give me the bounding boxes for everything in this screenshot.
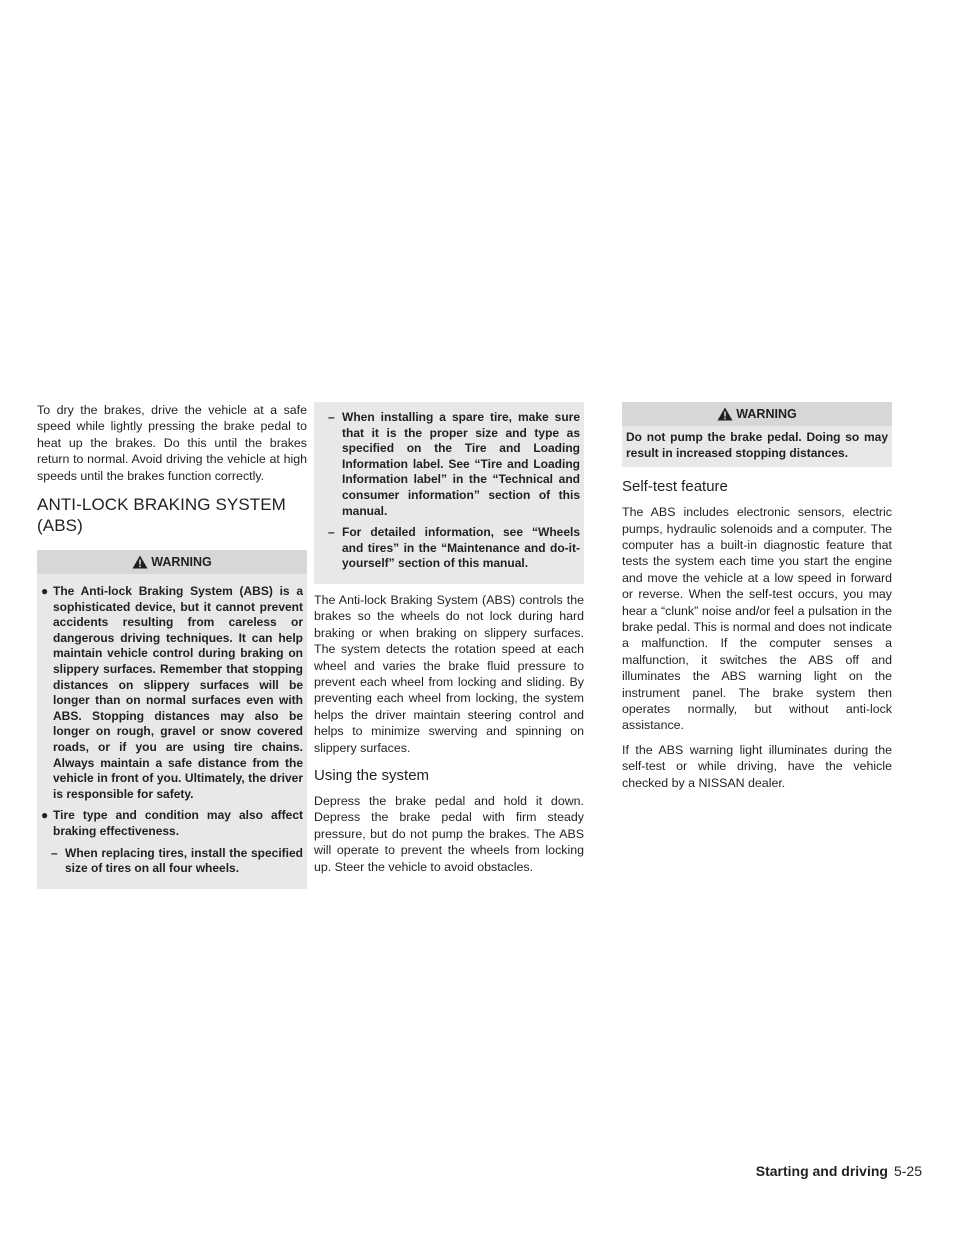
warning-dash-text: When replacing tires, install the specified size of tires on all four wheels. (65, 845, 303, 876)
using-system-paragraph: Depress the brake pedal and hold it down. Depress the brake pedal with firm steady pressure, but do not pump the brakes. The ABS will operate to prevent the wheels from locking up. Steer the vehicle to avoid obstacles. (314, 794, 584, 874)
footer-section-title: Starting and driving (755, 1163, 888, 1179)
section-heading: ANTI-LOCK BRAKING SYSTEM (ABS) (37, 495, 286, 536)
warning-dash-item (51, 846, 303, 877)
self-test-paragraph-2: If the ABS warning light illuminates during the self-test or while driving, have the vehicle checked by a NISSAN dealer. (622, 742, 892, 790)
warning-dash-text: For detailed information, see “Wheels and tires” in the “Maintenance and do-it-yourself” section of this manual. (342, 525, 580, 571)
warning-dash-text: When installing a spare tire, make sure that it is the proper size and type as specified on the Tire and Loading Information label. See “Tire and Loading Information label” in the “Technical and consumer information” section of this manual. (342, 410, 580, 518)
warning-bullet-text: Tire type and condition may also affect braking effectiveness. (53, 808, 303, 838)
bullet-icon: ● (41, 808, 49, 823)
warning-body (37, 574, 307, 877)
abs-description-paragraph: The Anti-lock Braking System (ABS) controls the brakes so the wheels do not lock during hard braking or when braking on slippery surfaces. The system detects the rotation speed at each wheel and varies the brake fluid pressure to prevent each wheel from locking and sliding. By preventing each wheel from locking, the system helps the driver maintain steering control and helps to minimize swerving and spinning on slippery surfaces. (314, 592, 584, 755)
warning-box-continued (314, 402, 584, 584)
warning-title: WARNING (151, 555, 212, 570)
page-number: 5-25 (893, 1163, 922, 1179)
dash-marker: – (328, 410, 335, 424)
warning-body: Do not pump the brake pedal. Doing so may result in increased stopping distances. (626, 430, 888, 460)
column-1 (37, 402, 307, 889)
warning-triangle-icon (717, 407, 733, 421)
column-2 (314, 402, 584, 883)
subheading-self-test: Self-test feature (622, 478, 728, 496)
warning-dash-item (328, 410, 580, 519)
dash-marker: – (328, 525, 335, 540)
page-footer (700, 1163, 922, 1179)
warning-bullet-text: The Anti-lock Braking System (ABS) is a sophisticated device, but it cannot prevent accidents resulting from careless or dangerous driving techniques. It can help maintain vehicle control during braking on slippery surfaces. Remember that stopping distances on slippery surfaces will be longer than on normal surfaces even with ABS. Stopping distances may also be longer on rough, gravel or snow covered roads, or if you are using tire chains. Always maintain a safe distance from the vehicle in front of you. Ultimately, the driver is responsible for safety. (53, 584, 303, 801)
column-3 (622, 402, 892, 799)
intro-paragraph: To dry the brakes, drive the vehicle at a safe speed while lightly pressing the brake pedal to heat up the brakes. Do this until the brakes return to normal. Avoid driving the vehicle at high speeds until the brakes function correctly. (37, 403, 307, 483)
warning-triangle-icon (132, 555, 148, 569)
warning-box-abs (37, 550, 307, 889)
dash-marker: – (51, 845, 58, 860)
warning-dash-item (328, 525, 580, 572)
warning-bullet (41, 584, 303, 802)
warning-header (622, 402, 892, 426)
warning-box-pump (622, 402, 892, 467)
self-test-paragraph: The ABS includes electronic sensors, electric pumps, hydraulic solenoids and a computer. The computer has a built-in diagnostic feature that tests the system each time you start the engine and move the vehicle at a low speed in forward or reverse. When the self-test occurs, you may hear a “clunk” noise and/or feel a pulsation in the brake pedal. This is normal and does not indicate a malfunction. If the computer senses a malfunction, it switches the ABS off and illuminates the ABS warning light on the instrument panel. The brake system then operates normally, but without anti-lock assistance. (622, 505, 892, 733)
warning-title: WARNING (736, 407, 797, 421)
warning-header (37, 550, 307, 574)
bullet-icon: ● (41, 584, 49, 599)
subheading-using-system: Using the system (314, 767, 430, 784)
warning-bullet (41, 808, 303, 839)
